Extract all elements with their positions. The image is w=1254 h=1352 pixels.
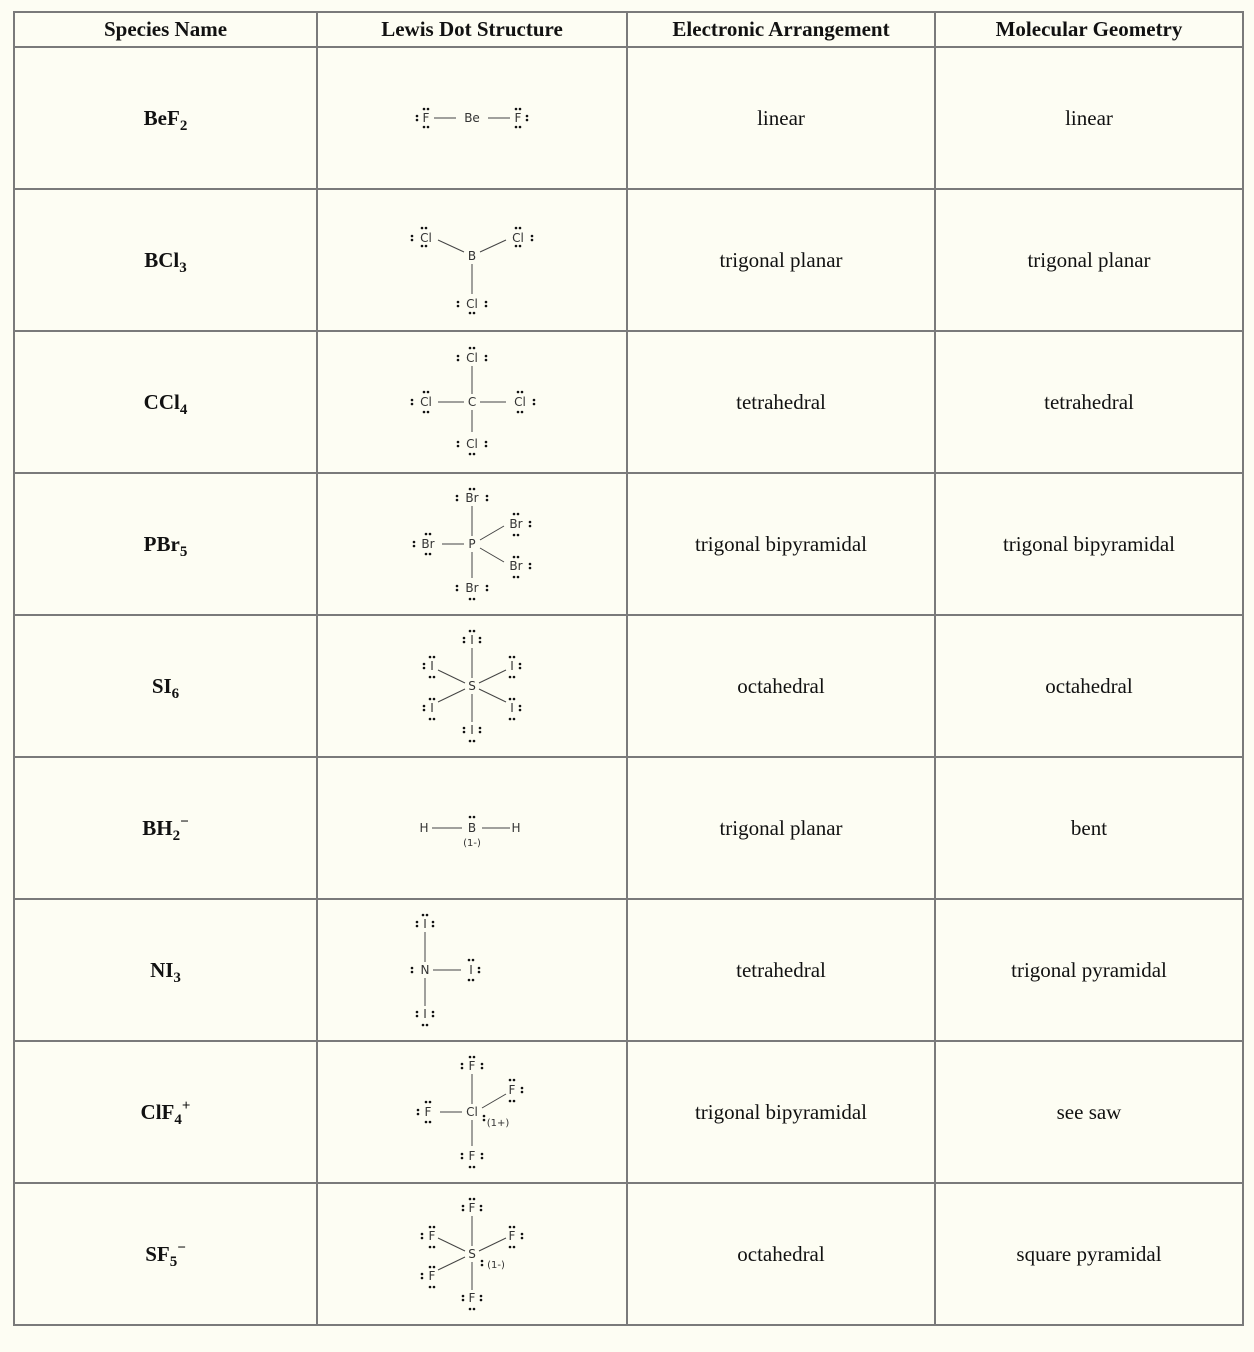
table-row — [14, 189, 1243, 331]
molecular-geometry: trigonal planar — [935, 189, 1243, 331]
lewis-structure-sf5 — [402, 1194, 542, 1314]
electronic-arrangement: trigonal bipyramidal — [627, 1041, 935, 1183]
table-row — [14, 899, 1243, 1041]
electronic-arrangement: octahedral — [627, 1183, 935, 1325]
svg-text:Cl: Cl — [466, 437, 478, 451]
lewis-cell — [317, 1183, 627, 1325]
lewis-structure-bh2 — [407, 803, 537, 853]
electronic-arrangement: tetrahedral — [627, 331, 935, 473]
species-name: $BH_2^-$ — [14, 757, 317, 899]
header-row — [14, 12, 1243, 47]
svg-text:I: I — [423, 1007, 427, 1021]
svg-text:Br: Br — [509, 517, 523, 531]
svg-text:F: F — [428, 1269, 436, 1283]
molecular-geometry: trigonal pyramidal — [935, 899, 1243, 1041]
svg-text:B: B — [467, 249, 477, 263]
svg-text:S: S — [468, 679, 476, 693]
svg-text:H: H — [419, 821, 429, 835]
molecular-geometry: see saw — [935, 1041, 1243, 1183]
svg-text:F: F — [508, 1229, 516, 1243]
species-name: $NI_3$ — [14, 899, 317, 1041]
molecular-geometry: trigonal bipyramidal — [935, 473, 1243, 615]
header-species: Species Name — [14, 12, 317, 47]
species-name: ClF$_4$+ — [14, 1041, 317, 1183]
lewis-structure-bef2 — [402, 98, 542, 138]
electronic-arrangement: tetrahedral — [627, 899, 935, 1041]
svg-text:F: F — [468, 1291, 476, 1305]
electronic-arrangement: trigonal planar — [627, 757, 935, 899]
species-name: PBr$_5$ — [14, 473, 317, 615]
svg-text:P: P — [468, 537, 476, 551]
table-row — [14, 47, 1243, 189]
species-name: BCl$_3$ — [14, 189, 317, 331]
svg-text:Br: Br — [421, 537, 435, 551]
species-name: BeF$_2$ — [14, 47, 317, 189]
svg-text:Br: Br — [509, 559, 523, 573]
svg-text:Cl: Cl — [420, 231, 432, 245]
svg-text:F: F — [428, 1229, 436, 1243]
table-row — [14, 1041, 1243, 1183]
molecular-geometry: bent — [935, 757, 1243, 899]
table-row — [14, 331, 1243, 473]
lewis-structure-clf4 — [397, 1054, 547, 1170]
table-row — [14, 615, 1243, 757]
svg-text:Cl: Cl — [514, 395, 526, 409]
svg-text:I: I — [430, 659, 434, 673]
lewis-structure-bcl3 — [402, 210, 542, 310]
svg-text:B: B — [467, 821, 477, 835]
svg-text:F: F — [508, 1083, 516, 1097]
electronic-arrangement: octahedral — [627, 615, 935, 757]
table-row — [14, 757, 1243, 899]
lewis-cell — [317, 757, 627, 899]
lewis-cell — [317, 189, 627, 331]
svg-text:H: H — [511, 821, 521, 835]
svg-text:S: S — [468, 1247, 476, 1261]
svg-text:F: F — [514, 111, 522, 125]
svg-text:Cl: Cl — [466, 297, 478, 311]
svg-text:(1-): (1-) — [463, 838, 481, 849]
molecular-geometry: octahedral — [935, 615, 1243, 757]
geometry-table — [13, 11, 1244, 1326]
svg-text:(1-): (1-) — [487, 1260, 505, 1271]
svg-text:Cl: Cl — [420, 395, 432, 409]
svg-text:F: F — [468, 1149, 476, 1163]
svg-text:I: I — [510, 659, 514, 673]
svg-text:I: I — [470, 723, 474, 737]
svg-text:F: F — [424, 1105, 432, 1119]
table-row — [14, 473, 1243, 615]
svg-text:N: N — [420, 963, 430, 977]
molecular-geometry: linear — [935, 47, 1243, 189]
svg-text:I: I — [469, 963, 473, 977]
svg-text:Be: Be — [464, 111, 480, 125]
lewis-cell — [317, 1041, 627, 1183]
electronic-arrangement: trigonal bipyramidal — [627, 473, 935, 615]
lewis-structure-ni3 — [397, 912, 547, 1028]
species-name: $SI_6$ — [14, 615, 317, 757]
lewis-cell — [317, 899, 627, 1041]
svg-text:Cl: Cl — [512, 231, 524, 245]
lewis-cell — [317, 615, 627, 757]
svg-text:I: I — [510, 701, 514, 715]
molecular-geometry: tetrahedral — [935, 331, 1243, 473]
svg-text:Br: Br — [465, 581, 479, 595]
svg-text:C: C — [467, 395, 477, 409]
svg-text:Cl: Cl — [466, 1105, 478, 1119]
header-electronic: Electronic Arrangement — [627, 12, 935, 47]
species-name: CCl$_4$ — [14, 331, 317, 473]
svg-text:Br: Br — [465, 491, 479, 505]
lewis-structure-ccl4 — [397, 347, 547, 457]
svg-text:(1+): (1+) — [486, 1118, 510, 1129]
svg-text:I: I — [470, 633, 474, 647]
electronic-arrangement: trigonal planar — [627, 189, 935, 331]
svg-text:I: I — [430, 701, 434, 715]
table-row — [14, 1183, 1243, 1325]
lewis-cell — [317, 47, 627, 189]
lewis-cell — [317, 331, 627, 473]
svg-text:F: F — [422, 111, 430, 125]
molecular-geometry: square pyramidal — [935, 1183, 1243, 1325]
header-lewis: Lewis Dot Structure — [317, 12, 627, 47]
svg-text:I: I — [423, 917, 427, 931]
electronic-arrangement: linear — [627, 47, 935, 189]
lewis-structure-pbr5 — [397, 486, 547, 602]
header-molecular: Molecular Geometry — [935, 12, 1243, 47]
svg-text:F: F — [468, 1059, 476, 1073]
species-name: $SF_5^-$ — [14, 1183, 317, 1325]
table-container — [13, 11, 1244, 1326]
lewis-cell — [317, 473, 627, 615]
svg-text:Cl: Cl — [466, 351, 478, 365]
svg-text:F: F — [468, 1201, 476, 1215]
lewis-structure-si6 — [407, 626, 537, 746]
